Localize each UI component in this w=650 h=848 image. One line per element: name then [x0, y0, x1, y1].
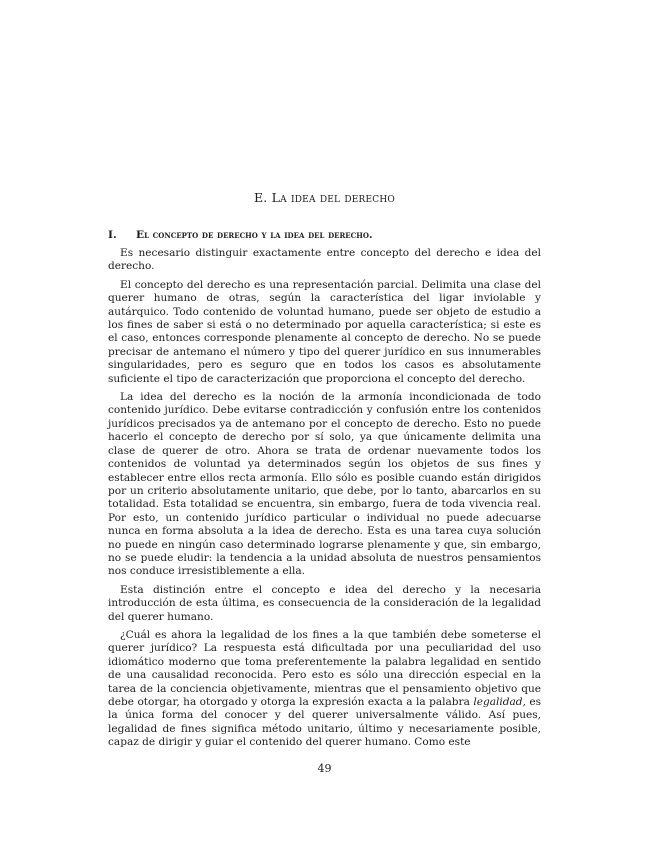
paragraph — [108, 629, 541, 750]
paragraph: Esta distinción entre el concepto e idea del derecho y la necesaria introducción de esta última, es consecuencia de la consideración de la legalidad del querer humano. — [108, 583, 541, 623]
section-number: I. — [108, 229, 117, 241]
body-text — [108, 247, 541, 755]
paragraph: Es necesario distinguir exactamente entre concepto del derecho e idea del derecho. — [108, 247, 541, 273]
paragraph: La idea del derecho es la noción de la armonía incondicionada de todo contenido jurídico. Debe evitarse contradicción y confusión entre los contenidos jurídicos precisados ya de antemano por el concepto de derecho. Esto no puede hacerlo el concepto de derecho por sí solo, ya que únicamente delimita una clase de querer de otro. Ahora se trata de ordenar nuevamente todos los contenidos de voluntad ya determinados según los objetos de sus fines y establecer entre ellos recta armonía. Ello sólo es posible cuando están dirigidos por un criterio absolutamente unitario, que debe, por lo tanto, abarcarlos en su totalidad. Esta totalidad se encuentra, sin embargo, fuera de toda vivencia real. Por esto, un contenido jurídico particular o individual no puede adecuarse nunca en forma absoluta a la idea de derecho. Esta es una tarea cuya solución no puede en ningún caso determinado lograrse plenamente y que, sin embargo, no se puede eludir: la tendencia a la unidad absoluta de nuestros pensamientos nos conduce irresistiblemente a ella. — [108, 391, 541, 578]
paragraph-text: ¿Cuál es ahora la legalidad de los fines a la que también debe someterse el querer jurídico? La respuesta está dificultada por una peculiaridad del uso idiomático moderno que toma preferentemente la palabra legalidad en sentido de una causalidad reconocida. Pero esto es sólo una dirección especial en la tarea de la conciencia objetivamente, mientras que el pensamiento objetivo que debe otorgar, ha otorgado y otorga la expresión exacta a la palabra — [108, 628, 541, 708]
section-title: El concepto de derecho y la idea del derecho. — [136, 229, 373, 241]
section-heading — [108, 229, 541, 241]
page-number: 49 — [317, 762, 332, 775]
chapter-title: E. La idea del derecho — [253, 190, 396, 205]
paragraph: El concepto del derecho es una representación parcial. Delimita una clase del querer humano de otras, según la característica del ligar inviolable y autárquico. Todo contenido de voluntad humano, puede ser objeto de estudio a los fines de saber si está o no determinado por aquella característica; si este es el caso, entonces corresponde plenamente al concepto de derecho. No se puede precisar de antemano el número y tipo del querer jurídico en sus innumerables singularidades, pero es seguro que en todos los casos es absolutamente suficiente el tipo de caracterización que proporciona el concepto del derecho. — [108, 278, 541, 385]
document-page — [108, 0, 541, 848]
paragraph-text: es la única forma del conocer y del querer universalmente válido. Así pues, legalidad de fines significa método unitario, último y necesariamente posible, capaz de dirigir y guiar el contenido del querer humano. Como este — [108, 696, 541, 749]
emphasized-word: legalidad, — [473, 696, 526, 708]
